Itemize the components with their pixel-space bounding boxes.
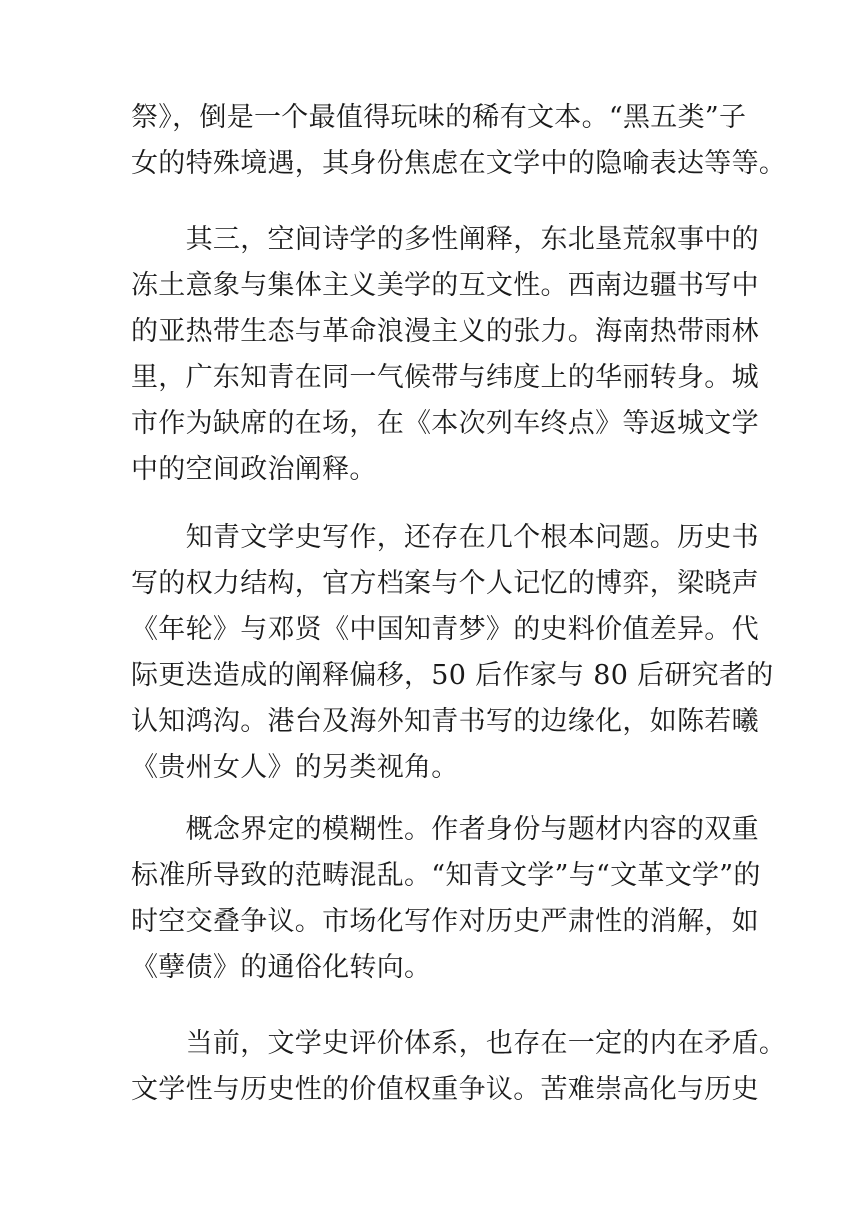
text-line: 当前，文学史评价体系，也存在一定的内在矛盾。 [131,1028,787,1059]
text-line: 《年轮》与邓贤《中国知青梦》的史料价值差异。代 [131,614,759,645]
text-line: 知青文学史写作，还存在几个根本问题。历史书 [131,522,759,553]
text-line: 的亚热带生态与革命浪漫主义的张力。海南热带雨林 [131,316,759,347]
text-line: 其三，空间诗学的多性阐释，东北垦荒叙事中的 [131,224,759,255]
text-line: 女的特殊境遇，其身份焦虑在文学中的隐喻表达等等。 [131,148,787,179]
text-line: 概念界定的模糊性。作者身份与题材内容的双重 [131,814,759,845]
text-line: 写的权力结构，官方档案与个人记忆的博弈，梁晓声 [131,568,759,599]
text-line: 《孽债》的通俗化转向。 [131,952,432,983]
text-line: 文学性与历史性的价值权重争议。苦难崇高化与历史 [131,1074,759,1105]
text-line: 标准所导致的范畴混乱。“知青文学”与“文革文学”的 [131,860,761,891]
text-line: 时空交叠争议。市场化写作对历史严肃性的消解，如 [131,906,759,937]
text-line: 市作为缺席的在场，在《本次列车终点》等返城文学 [131,408,759,439]
text-line: 际更迭造成的阐释偏移，50 后作家与 80 后研究者的 [131,660,774,691]
text-line: 里，广东知青在同一气候带与纬度上的华丽转身。城 [131,362,759,393]
text-line: 冻土意象与集体主义美学的互文性。西南边疆书写中 [131,270,759,301]
text-line: 认知鸿沟。港台及海外知青书写的边缘化，如陈若曦 [131,706,759,737]
text-line: 祭》，倒是一个最值得玩味的稀有文本。“黑五类”子 [131,102,747,133]
text-line: 中的空间政治阐释。 [131,454,377,485]
text-line: 《贵州女人》的另类视角。 [131,752,459,783]
